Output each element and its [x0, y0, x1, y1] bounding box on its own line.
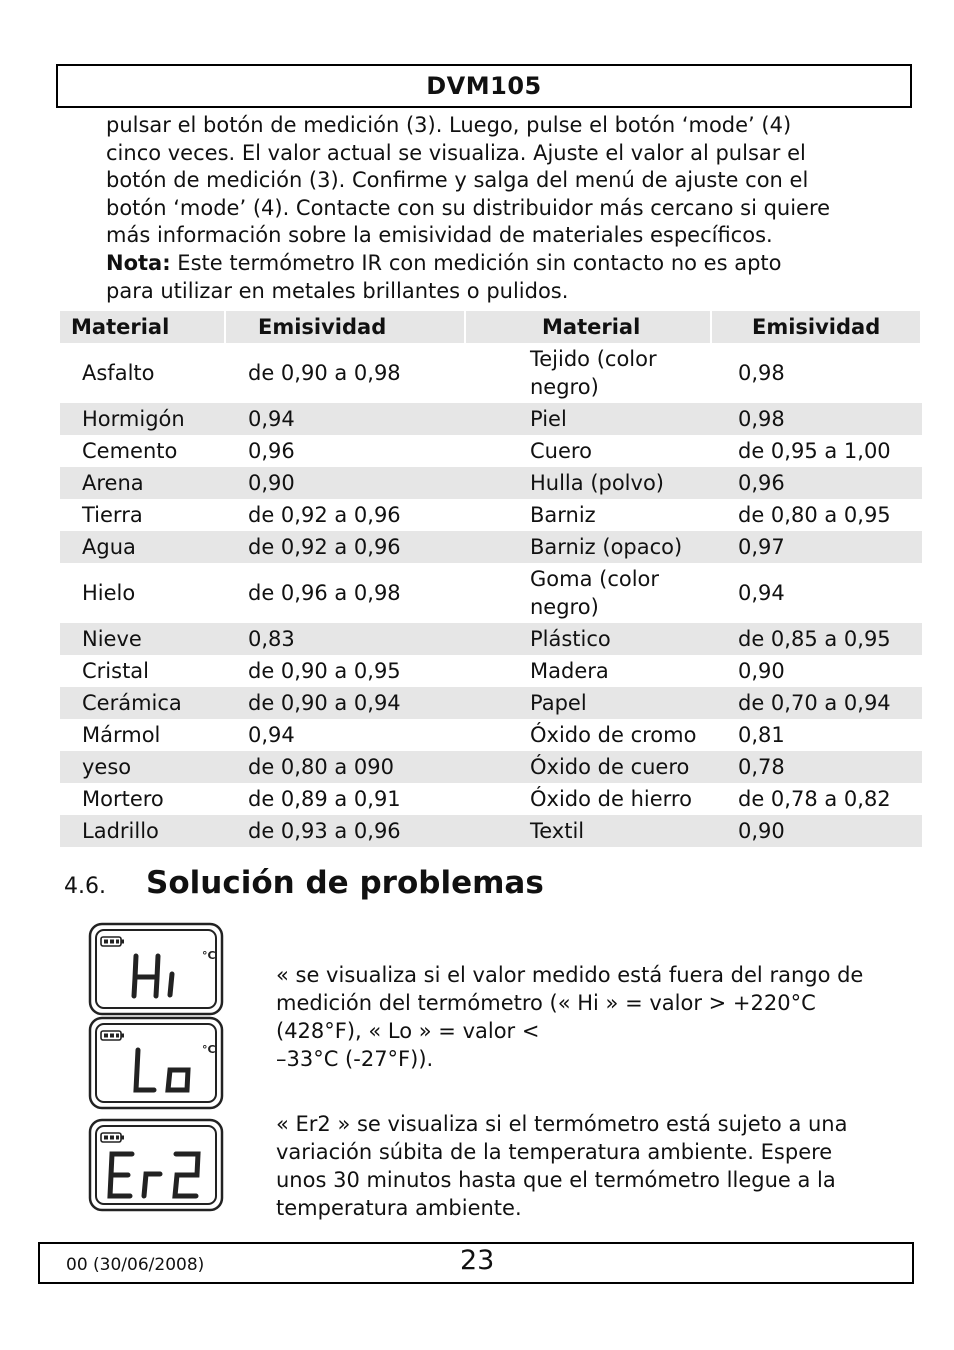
- intro-line: más información sobre la emisividad de materiales específicos.: [106, 223, 773, 248]
- cell-emissivity: 0,78: [712, 751, 922, 783]
- cell-material: yeso: [60, 751, 226, 783]
- column-header-material: Material: [60, 311, 226, 343]
- cell-emissivity: de 0,89 a 0,91: [248, 787, 401, 811]
- cell-material: Nieve: [60, 623, 226, 655]
- table-row: [60, 623, 922, 655]
- footer-version: 00 (30/06/2008): [66, 1255, 205, 1275]
- table-row: [60, 343, 922, 403]
- table-row: [60, 751, 922, 783]
- battery-icon: [101, 1031, 124, 1040]
- cell-emissivity: 0,90: [738, 659, 785, 683]
- note-label: Nota:: [106, 250, 171, 275]
- cell-material: Óxido de cuero: [466, 751, 712, 783]
- text-line: « Er2 » se visualiza si el termómetro está sujeto a una: [276, 1112, 848, 1136]
- note-line: [106, 250, 906, 278]
- emissivity-table: [60, 311, 922, 847]
- text-line: medición del termómetro (« Hi » = valor > +220°C: [276, 991, 816, 1015]
- cell-emissivity: de 0,95 a 1,00: [738, 439, 891, 463]
- section-title: Solución de problemas: [146, 865, 544, 901]
- cell-material: Tierra: [82, 503, 143, 527]
- document-header: [56, 64, 912, 108]
- column-header-emissivity: Emisividad: [712, 311, 922, 343]
- cell-emissivity: 0,90: [712, 815, 922, 847]
- table-row: [60, 531, 922, 563]
- cell-emissivity: de 0,70 a 0,94: [712, 687, 922, 719]
- cell-material: Arena: [60, 467, 226, 499]
- text-line: unos 30 minutos hasta que el termómetro llegue a la: [276, 1168, 836, 1192]
- cell-material: Barniz: [530, 503, 596, 527]
- intro-line: cinco veces. El valor actual se visualiza. Ajuste el valor al pulsar el: [106, 140, 806, 165]
- table-row: [60, 719, 922, 751]
- intro-line: botón ‘mode’ (4). Contacte con su distribuidor más cercano si quiere: [106, 195, 831, 220]
- cell-material: Cemento: [82, 439, 178, 463]
- cell-material: Cuero: [530, 439, 592, 463]
- lcd-unit: °C: [202, 1043, 216, 1056]
- text-line: variación súbita de la temperatura ambiente. Espere: [276, 1140, 833, 1164]
- cell-emissivity: 0,97: [712, 531, 922, 563]
- intro-paragraph: [106, 112, 906, 305]
- table-row: [60, 467, 922, 499]
- cell-emissivity: 0,98: [712, 403, 922, 435]
- cell-material: Ladrillo: [60, 815, 226, 847]
- cell-material: Piel: [466, 403, 712, 435]
- text-line: –33°C (-27°F)).: [276, 1047, 434, 1071]
- lcd-display-er2: [88, 1118, 224, 1216]
- cell-material: Tejido (color negro): [530, 347, 657, 399]
- cell-emissivity: 0,90: [226, 467, 466, 499]
- page-footer: [38, 1242, 914, 1284]
- er2-description: [276, 1110, 916, 1222]
- lcd-unit: °C: [202, 949, 216, 962]
- cell-material: Cerámica: [60, 687, 226, 719]
- table-row: [60, 655, 922, 687]
- table-row: [60, 435, 922, 467]
- cell-emissivity: de 0,90 a 0,94: [226, 687, 466, 719]
- page-number: 23: [460, 1245, 495, 1276]
- battery-icon: [101, 1133, 124, 1142]
- battery-icon: [101, 937, 124, 946]
- note-line: para utilizar en metales brillantes o pulidos.: [106, 278, 569, 303]
- header-title: DVM105: [426, 72, 542, 100]
- intro-line: pulsar el botón de medición (3). Luego, pulse el botón ‘mode’ (4): [106, 113, 792, 137]
- cell-emissivity: 0,81: [738, 723, 785, 747]
- cell-emissivity: 0,94: [738, 581, 785, 605]
- cell-emissivity: 0,96: [248, 439, 295, 463]
- cell-material: Barniz (opaco): [466, 531, 712, 563]
- cell-material: Goma (color negro): [530, 567, 660, 619]
- table-row: [60, 499, 922, 531]
- cell-material: Agua: [60, 531, 226, 563]
- cell-material: Óxido de cromo: [530, 723, 697, 747]
- cell-emissivity: de 0,96 a 0,98: [248, 581, 401, 605]
- cell-emissivity: de 0,80 a 0,95: [738, 503, 891, 527]
- cell-material: Madera: [530, 659, 609, 683]
- table-header-row: [60, 311, 922, 343]
- cell-material: Hulla (polvo): [466, 467, 712, 499]
- cell-emissivity: de 0,90 a 0,95: [248, 659, 401, 683]
- section-heading: [64, 865, 544, 901]
- cell-emissivity: de 0,92 a 0,96: [248, 503, 401, 527]
- lcd-display-hi: [88, 922, 224, 1020]
- cell-material: Plástico: [466, 623, 712, 655]
- cell-emissivity: de 0,80 a 090: [226, 751, 466, 783]
- cell-material: Mortero: [82, 787, 164, 811]
- cell-material: Textil: [466, 815, 712, 847]
- cell-material: Mármol: [82, 723, 161, 747]
- table-row: [60, 815, 922, 847]
- note-text: Este termómetro IR con medición sin contacto no es apto: [170, 250, 782, 275]
- table-row: [60, 687, 922, 719]
- cell-emissivity: 0,98: [738, 361, 785, 385]
- table-row: [60, 563, 922, 623]
- lcd-display-lo: [88, 1016, 224, 1114]
- cell-emissivity: de 0,90 a 0,98: [248, 361, 401, 385]
- cell-emissivity: 0,83: [226, 623, 466, 655]
- cell-emissivity: de 0,85 a 0,95: [712, 623, 922, 655]
- cell-material: Cristal: [82, 659, 150, 683]
- cell-emissivity: 0,94: [248, 723, 295, 747]
- cell-emissivity: 0,94: [226, 403, 466, 435]
- intro-line: botón de medición (3). Confirme y salga del menú de ajuste con el: [106, 168, 809, 193]
- range-error-description: [276, 961, 916, 1073]
- cell-emissivity: de 0,92 a 0,96: [226, 531, 466, 563]
- cell-emissivity: de 0,93 a 0,96: [226, 815, 466, 847]
- cell-emissivity: de 0,78 a 0,82: [738, 787, 891, 811]
- cell-material: Hielo: [82, 581, 136, 605]
- table-row: [60, 403, 922, 435]
- section-number: 4.6.: [64, 874, 106, 899]
- text-line: temperatura ambiente.: [276, 1196, 522, 1220]
- cell-material: Hormigón: [60, 403, 226, 435]
- column-header-emissivity: Emisividad: [226, 311, 466, 343]
- column-header-material: Material: [466, 311, 712, 343]
- cell-material: Asfalto: [82, 361, 155, 385]
- text-line: (428°F), « Lo » = valor <: [276, 1019, 540, 1043]
- text-line: « se visualiza si el valor medido está fuera del rango de: [276, 963, 864, 987]
- cell-emissivity: 0,96: [712, 467, 922, 499]
- cell-material: Óxido de hierro: [530, 787, 692, 811]
- cell-material: Papel: [466, 687, 712, 719]
- table-row: [60, 783, 922, 815]
